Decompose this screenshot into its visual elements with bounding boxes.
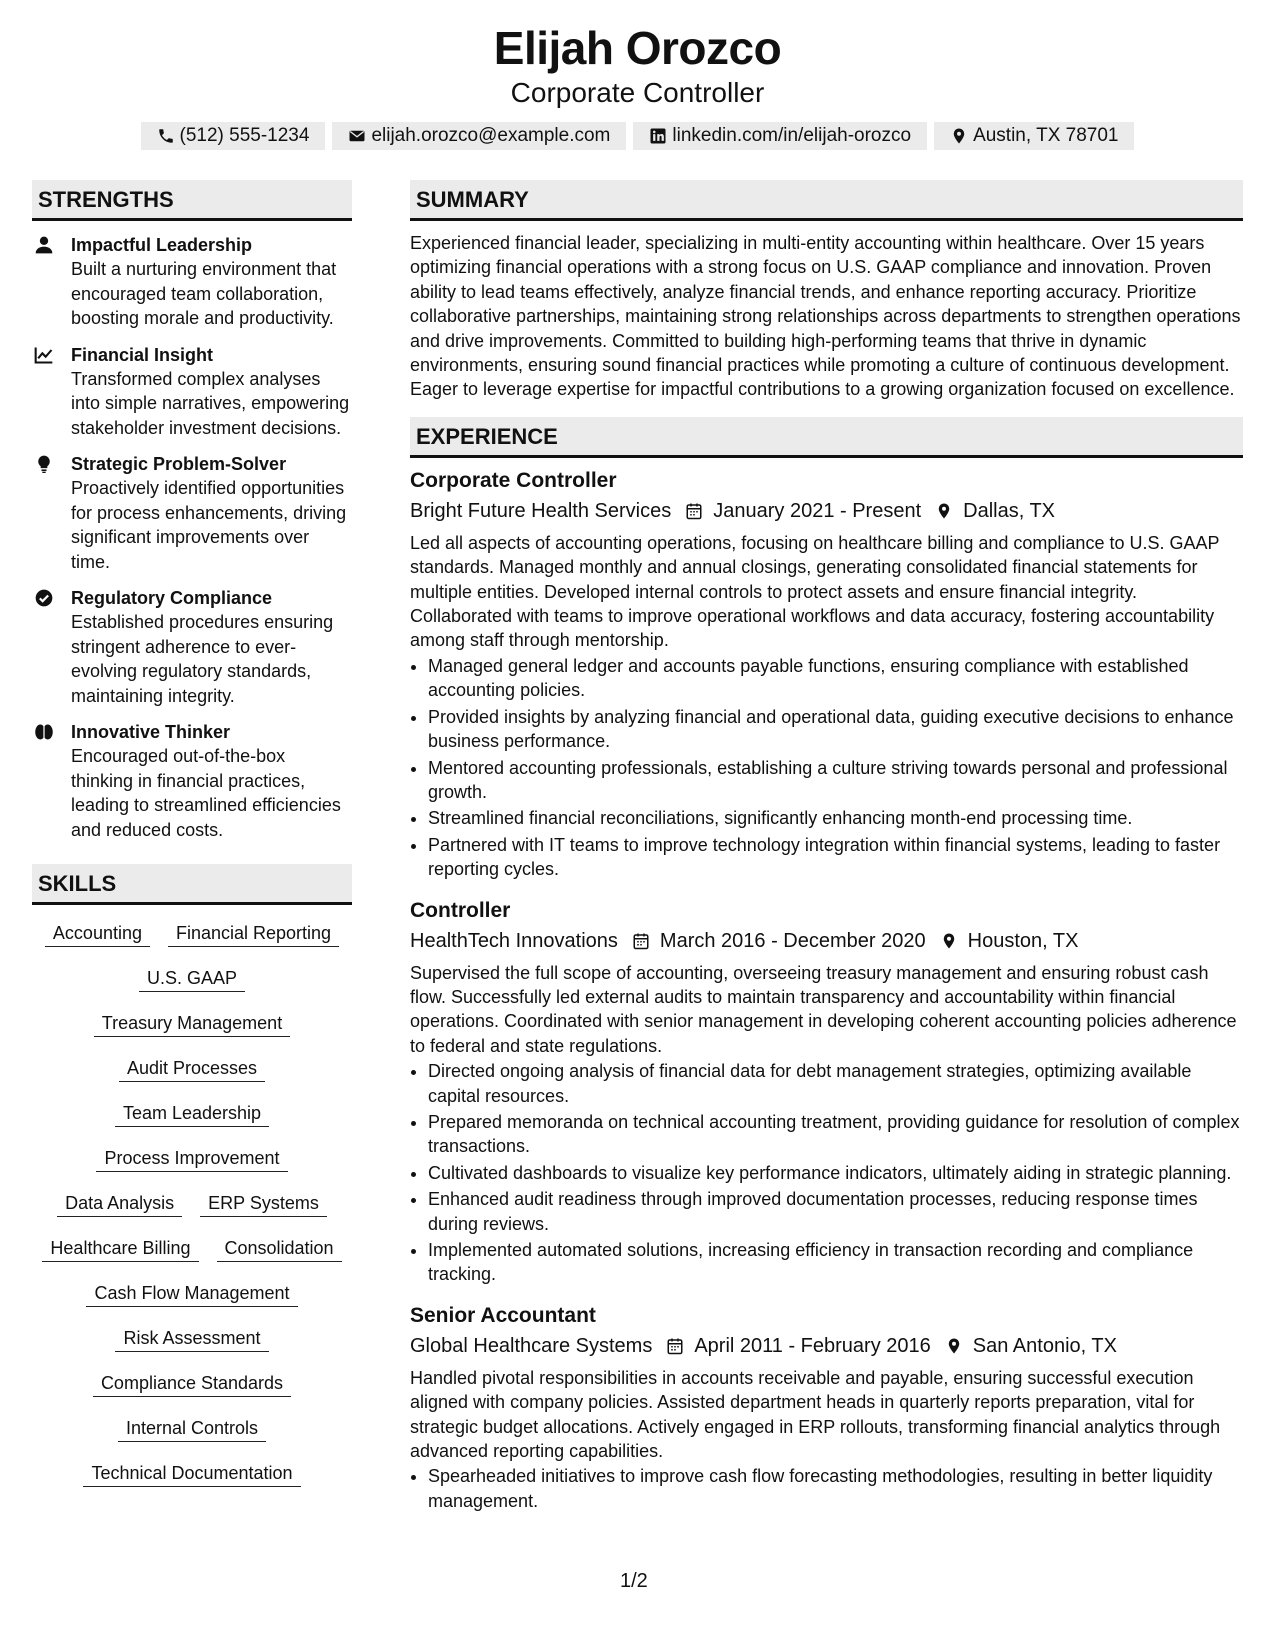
job-entry — [410, 468, 1243, 882]
strength-title: Innovative Thinker — [71, 722, 231, 742]
skill-tag: Technical Documentation — [83, 1461, 300, 1487]
job-bullets — [410, 1059, 1243, 1287]
map-pin-icon — [950, 127, 968, 145]
strength-title: Strategic Problem-Solver — [71, 454, 287, 474]
page-number: 1/2 — [620, 1570, 648, 1592]
envelope-icon — [348, 127, 366, 145]
skill-tag: Healthcare Billing — [42, 1236, 198, 1262]
strength-item — [32, 233, 352, 331]
job-company: Global Healthcare Systems — [410, 1334, 653, 1357]
bullet-item: • Provided insights by analyzing financial and operational data, guiding executive decisions to enhance business performance. — [428, 705, 1243, 754]
contact-email[interactable] — [332, 122, 626, 150]
skill-tag: Cash Flow Management — [86, 1281, 297, 1307]
job-description: Handled pivotal responsibilities in accounts receivable and payable, ensuring successful execution aligned with company policies. Assisted department heads in quarterly reports preparation, vital for strategic budget allocations. Actively engaged in ERP rollouts, transforming financial analytics through advanced reporting capabilities. — [410, 1367, 1221, 1462]
user-icon — [34, 235, 54, 255]
job-location: Dallas, TX — [963, 499, 1056, 522]
contact-bar — [0, 122, 1275, 150]
job-entry — [410, 1303, 1243, 1513]
skills-heading: SKILLS — [32, 864, 352, 905]
chart-line-icon — [34, 345, 54, 365]
skill-tag: Compliance Standards — [93, 1371, 291, 1397]
contact-phone — [141, 122, 326, 150]
skill-tag: Process Improvement — [96, 1146, 287, 1172]
map-pin-icon — [945, 1337, 963, 1355]
bullet-item: • Implemented automated solutions, increasing efficiency in transaction recording and compliance tracking. — [428, 1238, 1243, 1287]
strength-item — [32, 586, 352, 708]
skills-section — [32, 864, 352, 1487]
check-circle-icon — [34, 588, 54, 608]
bullet-item: • Partnered with IT teams to improve technology integration within financial systems, leading to faster reporting cycles. — [428, 833, 1243, 882]
skill-tag: ERP Systems — [200, 1191, 327, 1217]
job-title: Corporate Controller — [410, 468, 617, 492]
job-entry — [410, 898, 1243, 1287]
contact-phone-text: (512) 555-1234 — [179, 125, 310, 146]
skill-tag: U.S. GAAP — [139, 966, 245, 992]
calendar-icon — [666, 1337, 684, 1355]
skill-tag: Consolidation — [217, 1236, 342, 1262]
strengths-heading: STRENGTHS — [32, 180, 352, 221]
skill-tag: Accounting — [45, 921, 150, 947]
map-pin-icon — [940, 932, 958, 950]
job-dates: April 2011 - February 2016 — [694, 1334, 931, 1357]
contact-email-text[interactable]: elijah.orozco@example.com — [371, 125, 611, 146]
job-dates: January 2021 - Present — [713, 499, 922, 522]
strength-desc: Transformed complex analyses into simple narratives, empowering stakeholder investment decisions. — [71, 368, 350, 438]
right-column — [410, 180, 1243, 1515]
job-title: Senior Accountant — [410, 1303, 596, 1327]
strength-item — [32, 452, 352, 574]
contact-linkedin-text[interactable]: linkedin.com/in/elijah-orozco — [672, 125, 912, 146]
candidate-name: Elijah Orozco — [493, 22, 782, 74]
strength-title: Impactful Leadership — [71, 235, 253, 255]
job-meta — [410, 1332, 1243, 1360]
contact-location — [934, 122, 1134, 150]
job-company: HealthTech Innovations — [410, 929, 618, 952]
bullet-item: • Directed ongoing analysis of financial data for debt management strategies, optimizing available capital resources. — [428, 1059, 1243, 1108]
strength-desc: Encouraged out-of-the-box thinking in financial practices, leading to streamlined efficiencies and reduced costs. — [71, 746, 341, 840]
summary-text: Experienced financial leader, specializing in multi-entity accounting within healthcare. Over 15 years optimizing financial operations with a strong focus on U.S. GAAP compliance and innovation. Proven ability to lead teams effectively, analyze financial trends, and enhance reporting accuracy. Prioritize collaborative partnerships, maintaining strong relationships across departments to strengthen operations and drive improvements. Committed to building high-performing teams that thrive in dynamic environments, ensuring sound financial practices while promoting a culture of continuous development. Eager to leverage expertise for impactful contributions to a growing organization focused on excellence. — [410, 233, 1241, 400]
job-company: Bright Future Health Services — [410, 499, 672, 522]
skill-tag: Risk Assessment — [115, 1326, 268, 1352]
skill-tag: Data Analysis — [57, 1191, 182, 1217]
job-location: Houston, TX — [967, 929, 1079, 952]
job-location: San Antonio, TX — [972, 1334, 1117, 1357]
lightbulb-icon — [34, 454, 54, 474]
skills-list — [32, 905, 352, 1487]
summary-section — [410, 180, 1243, 402]
job-dates: March 2016 - December 2020 — [659, 929, 926, 952]
bullet-item: • Mentored accounting professionals, establishing a culture striving towards personal and professional growth. — [428, 756, 1243, 805]
bullet-item: • Spearheaded initiatives to improve cash flow forecasting methodologies, resulting in better liquidity management. — [428, 1464, 1243, 1513]
resume-header — [0, 0, 1275, 150]
strength-title: Financial Insight — [71, 344, 214, 365]
skill-tag: Audit Processes — [119, 1056, 265, 1082]
strength-item — [32, 343, 352, 441]
bullet-item: • Prepared memoranda on technical accounting treatment, providing guidance for resolution of complex transactions. — [428, 1110, 1243, 1159]
job-description: Led all aspects of accounting operations, focusing on healthcare billing and compliance to U.S. GAAP standards. Managed monthly and annual closings, generating consolidated financial statements for multiple entities. Developed internal controls to protect assets and ensure financial integrity. Collaborated with teams to improve operational workflows and data accuracy, fostering accountability among staff through mentorship. — [410, 532, 1220, 651]
contact-linkedin[interactable] — [633, 122, 927, 150]
job-bullets — [410, 1464, 1243, 1513]
bullet-item: • Enhanced audit readiness through improved documentation processes, reducing response times during reviews. — [428, 1187, 1243, 1236]
linkedin-icon — [649, 127, 667, 145]
candidate-title: Corporate Controller — [510, 77, 765, 108]
strength-desc: Established procedures ensuring stringent adherence to ever-evolving regulatory standards, maintaining integrity. — [71, 612, 334, 706]
strength-desc: Proactively identified opportunities for process enhancements, driving significant improvements over time. — [71, 478, 347, 572]
job-bullets — [410, 654, 1243, 882]
bullet-item: • Streamlined financial reconciliations, significantly enhancing month-end processing time. — [428, 806, 1243, 830]
experience-section — [410, 417, 1243, 1513]
calendar-icon — [685, 502, 703, 520]
strength-item — [32, 720, 352, 842]
bullet-item: • Cultivated dashboards to visualize key performance indicators, ultimately aiding in strategic planning. — [428, 1161, 1243, 1185]
phone-icon — [157, 127, 175, 145]
job-meta — [410, 497, 1243, 525]
calendar-icon — [632, 932, 650, 950]
left-column — [32, 180, 352, 1487]
skill-tag: Financial Reporting — [168, 921, 339, 947]
job-meta — [410, 927, 1243, 955]
skill-tag: Internal Controls — [118, 1416, 266, 1442]
strength-title: Regulatory Compliance — [71, 588, 273, 608]
bullet-item: • Managed general ledger and accounts payable functions, ensuring compliance with established accounting policies. — [428, 654, 1243, 703]
job-description: Supervised the full scope of accounting, overseeing treasury management and ensuring robust cash flow. Successfully led external audits to maintain transparency and accountability within financial operations. Coordinated with senior management in developing coherent accounting policies adherence to federal and state regulations. — [410, 962, 1237, 1056]
summary-heading: SUMMARY — [410, 180, 1243, 221]
map-pin-icon — [935, 502, 953, 520]
job-title: Controller — [410, 898, 511, 922]
experience-heading: EXPERIENCE — [410, 417, 1243, 458]
skill-tag: Team Leadership — [115, 1101, 269, 1127]
contact-location-text: Austin, TX 78701 — [973, 125, 1119, 146]
skill-tag: Treasury Management — [94, 1011, 290, 1037]
brain-icon — [34, 722, 54, 742]
strength-desc: Built a nurturing environment that encouraged team collaboration, boosting morale and productivity. — [71, 259, 337, 328]
strengths-section — [32, 180, 352, 842]
